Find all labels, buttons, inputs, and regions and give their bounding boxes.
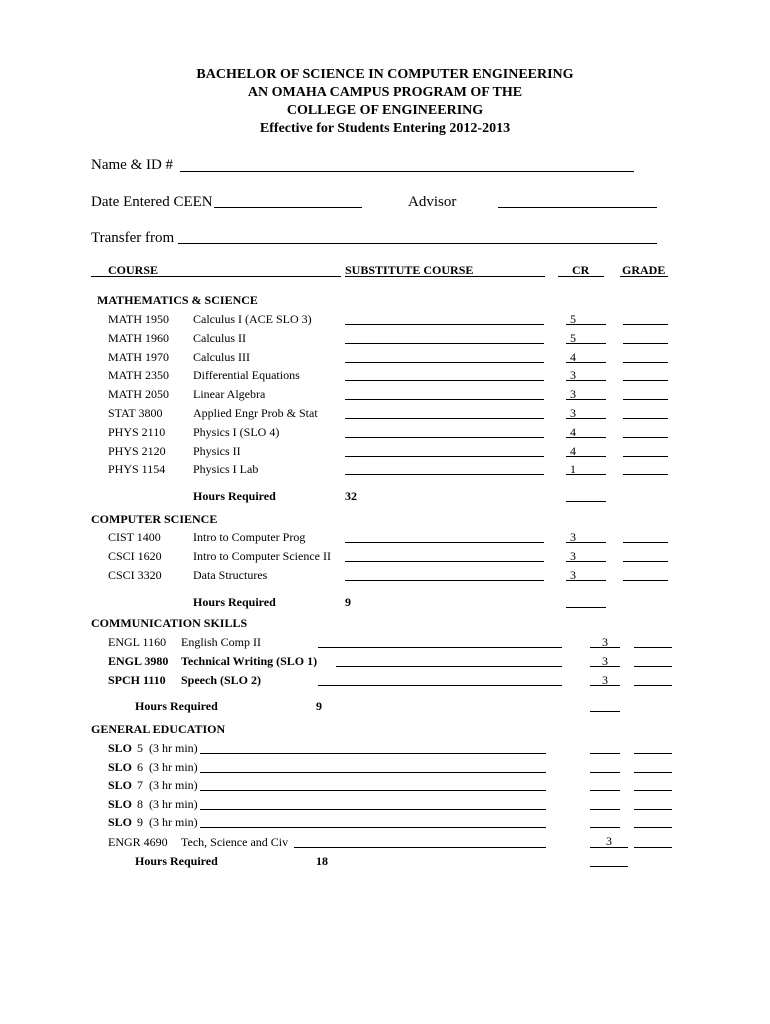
substitute-course-field[interactable] <box>318 647 562 648</box>
comm-hours-cr-field[interactable] <box>590 711 620 712</box>
grade-field[interactable] <box>623 362 668 363</box>
section-cs-title: COMPUTER SCIENCE <box>91 512 218 526</box>
course-name: Speech (SLO 2) <box>181 673 262 687</box>
substitute-course-field[interactable] <box>345 474 544 475</box>
grade-field[interactable] <box>634 753 672 754</box>
grade-field[interactable] <box>634 647 672 648</box>
grade-field[interactable] <box>634 772 672 773</box>
name-id-field[interactable] <box>180 171 634 172</box>
cr-value: 3 <box>602 673 608 687</box>
section-gened-title: GENERAL EDUCATION <box>91 722 226 736</box>
cr-value: 3 <box>602 635 608 649</box>
grade-field[interactable] <box>623 399 668 400</box>
slo-number: 5 <box>137 741 143 755</box>
cr-value: 3 <box>570 530 576 544</box>
date-entered-label: Date Entered CEEN <box>91 194 213 210</box>
grade-field[interactable] <box>623 474 668 475</box>
slo-code: SLO <box>108 815 133 830</box>
slo-number: 8 <box>137 796 143 811</box>
grade-field[interactable] <box>623 580 668 581</box>
column-substitute-underline <box>345 276 545 277</box>
course-code: MATH 1970 <box>108 349 170 364</box>
course-code: SPCH 1110 <box>108 673 166 687</box>
slo-note: (3 hr min) <box>149 778 198 793</box>
slo-number: 6 <box>137 759 143 774</box>
course-name: Physics II <box>193 443 241 458</box>
substitute-course-field[interactable] <box>345 324 544 325</box>
course-code: CIST 1400 <box>108 530 161 544</box>
grade-field[interactable] <box>634 685 672 686</box>
cr-value: 1 <box>570 462 576 477</box>
course-code: MATH 1960 <box>108 330 170 345</box>
slo-note: (3 hr min) <box>149 759 198 774</box>
course-code: MATH 2350 <box>108 368 170 383</box>
transfer-from-label: Transfer from <box>91 230 175 246</box>
slo-number: 9 <box>137 815 143 830</box>
engr-grade-field[interactable] <box>634 847 672 848</box>
cr-value: 3 <box>570 406 576 420</box>
course-code: CSCI 1620 <box>108 548 162 563</box>
substitute-course-field[interactable] <box>318 685 562 686</box>
slo-code: SLO <box>108 759 133 774</box>
cs-hours-value: 9 <box>345 595 351 609</box>
name-id-label: Name & ID # <box>91 157 174 173</box>
substitute-course-field[interactable] <box>345 456 544 457</box>
cr-field[interactable] <box>590 772 620 773</box>
title-line-1: BACHELOR OF SCIENCE IN COMPUTER ENGINEERING <box>196 67 574 82</box>
course-name: Physics I (SLO 4) <box>193 424 280 439</box>
substitute-course-field[interactable] <box>345 437 544 438</box>
course-code: STAT 3800 <box>108 406 163 420</box>
column-cr: CR <box>572 263 590 277</box>
slo-number: 7 <box>137 778 143 793</box>
title-line-4: Effective for Students Entering 2012-2013 <box>259 121 511 136</box>
course-name: Intro to Computer Science II <box>193 548 331 563</box>
engr-cr-value: 3 <box>606 834 612 848</box>
gened-course-field[interactable] <box>200 809 546 810</box>
cr-value: 5 <box>570 312 576 326</box>
cr-value: 3 <box>602 654 608 668</box>
grade-field[interactable] <box>623 380 668 381</box>
column-grade: GRADE <box>622 263 666 277</box>
cr-value: 4 <box>570 424 576 439</box>
cr-value: 3 <box>570 567 576 582</box>
comm-hours-label: Hours Required <box>135 699 218 713</box>
grade-field[interactable] <box>623 561 668 562</box>
cr-field[interactable] <box>590 827 620 828</box>
course-code: PHYS 2120 <box>108 443 166 458</box>
grade-field[interactable] <box>623 418 668 419</box>
cs-hours-label: Hours Required <box>193 595 276 609</box>
column-grade-underline <box>620 276 668 277</box>
title-line-3: COLLEGE OF ENGINEERING <box>286 103 484 118</box>
course-name: Differential Equations <box>193 368 300 383</box>
substitute-course-field[interactable] <box>345 380 544 381</box>
course-name: Calculus II <box>193 330 246 345</box>
column-course-underline <box>91 276 341 277</box>
gened-hours-cr-field[interactable] <box>590 866 628 867</box>
cr-field[interactable] <box>590 809 620 810</box>
substitute-course-field[interactable] <box>345 399 544 400</box>
course-code: MATH 2050 <box>108 387 170 402</box>
cr-value: 5 <box>570 330 576 345</box>
substitute-course-field[interactable] <box>336 666 562 667</box>
grade-field[interactable] <box>634 809 672 810</box>
slo-code: SLO <box>108 741 133 755</box>
course-name: English Comp II <box>181 635 261 649</box>
substitute-course-field[interactable] <box>345 343 544 344</box>
gened-course-field[interactable] <box>200 827 546 828</box>
math-hours-value: 32 <box>345 489 357 503</box>
grade-field[interactable] <box>623 542 668 543</box>
course-code: ENGL 1160 <box>108 635 167 649</box>
engr-name: Tech, Science and Civ <box>181 835 289 849</box>
course-code: PHYS 1154 <box>108 462 166 477</box>
grade-field[interactable] <box>623 343 668 344</box>
slo-code: SLO <box>108 778 133 793</box>
column-course: COURSE <box>108 263 159 277</box>
column-cr-underline <box>558 276 604 277</box>
cs-hours-cr-field[interactable] <box>566 607 606 608</box>
grade-field[interactable] <box>623 324 668 325</box>
advisor-field[interactable] <box>498 207 657 208</box>
gened-hours-label: Hours Required <box>135 854 218 868</box>
cr-value: 3 <box>570 387 576 402</box>
course-name: Calculus III <box>193 349 250 364</box>
grade-field[interactable] <box>623 437 668 438</box>
slo-note: (3 hr min) <box>149 815 198 830</box>
grade-field[interactable] <box>623 456 668 457</box>
substitute-course-field[interactable] <box>345 418 544 419</box>
grade-field[interactable] <box>634 790 672 791</box>
advisor-label: Advisor <box>408 194 457 210</box>
cr-value: 4 <box>570 443 576 458</box>
cr-field[interactable] <box>590 753 620 754</box>
math-hours-label: Hours Required <box>193 489 276 503</box>
column-substitute: SUBSTITUTE COURSE <box>345 263 474 277</box>
cr-value: 3 <box>570 368 576 383</box>
gened-hours-value: 18 <box>316 854 328 868</box>
gened-course-field[interactable] <box>200 772 546 773</box>
substitute-course-field[interactable] <box>345 362 544 363</box>
course-name: Applied Engr Prob & Stat <box>193 406 318 420</box>
cr-value: 4 <box>570 349 576 364</box>
grade-field[interactable] <box>634 827 672 828</box>
substitute-course-field[interactable] <box>345 542 544 543</box>
engr-substitute-field[interactable] <box>294 847 546 848</box>
cr-field[interactable] <box>590 790 620 791</box>
section-comm-title: COMMUNICATION SKILLS <box>91 616 248 630</box>
course-name: Technical Writing (SLO 1) <box>181 654 318 668</box>
math-hours-cr-field[interactable] <box>566 501 606 502</box>
grade-field[interactable] <box>634 666 672 667</box>
course-code: MATH 1950 <box>108 312 170 326</box>
slo-code: SLO <box>108 796 133 811</box>
course-code: CSCI 3320 <box>108 567 162 582</box>
course-name: Intro to Computer Prog <box>193 530 306 544</box>
substitute-course-field[interactable] <box>345 561 544 562</box>
substitute-course-field[interactable] <box>345 580 544 581</box>
gened-course-field[interactable] <box>200 790 546 791</box>
course-name: Physics I Lab <box>193 462 259 477</box>
course-code: PHYS 2110 <box>108 424 166 439</box>
course-code: ENGL 3980 <box>108 654 169 668</box>
engr-code: ENGR 4690 <box>108 835 168 849</box>
title-line-2: AN OMAHA CAMPUS PROGRAM OF THE <box>247 85 523 100</box>
slo-note: (3 hr min) <box>149 741 198 755</box>
slo-note: (3 hr min) <box>149 796 198 811</box>
date-entered-field[interactable] <box>214 207 362 208</box>
course-name: Calculus I (ACE SLO 3) <box>193 312 312 326</box>
comm-hours-value: 9 <box>316 699 322 713</box>
transfer-from-field[interactable] <box>178 243 657 244</box>
gened-course-field[interactable] <box>200 753 546 754</box>
course-name: Data Structures <box>193 567 268 582</box>
cr-value: 3 <box>570 548 576 563</box>
course-name: Linear Algebra <box>193 387 266 402</box>
section-math-title: MATHEMATICS & SCIENCE <box>97 293 258 307</box>
